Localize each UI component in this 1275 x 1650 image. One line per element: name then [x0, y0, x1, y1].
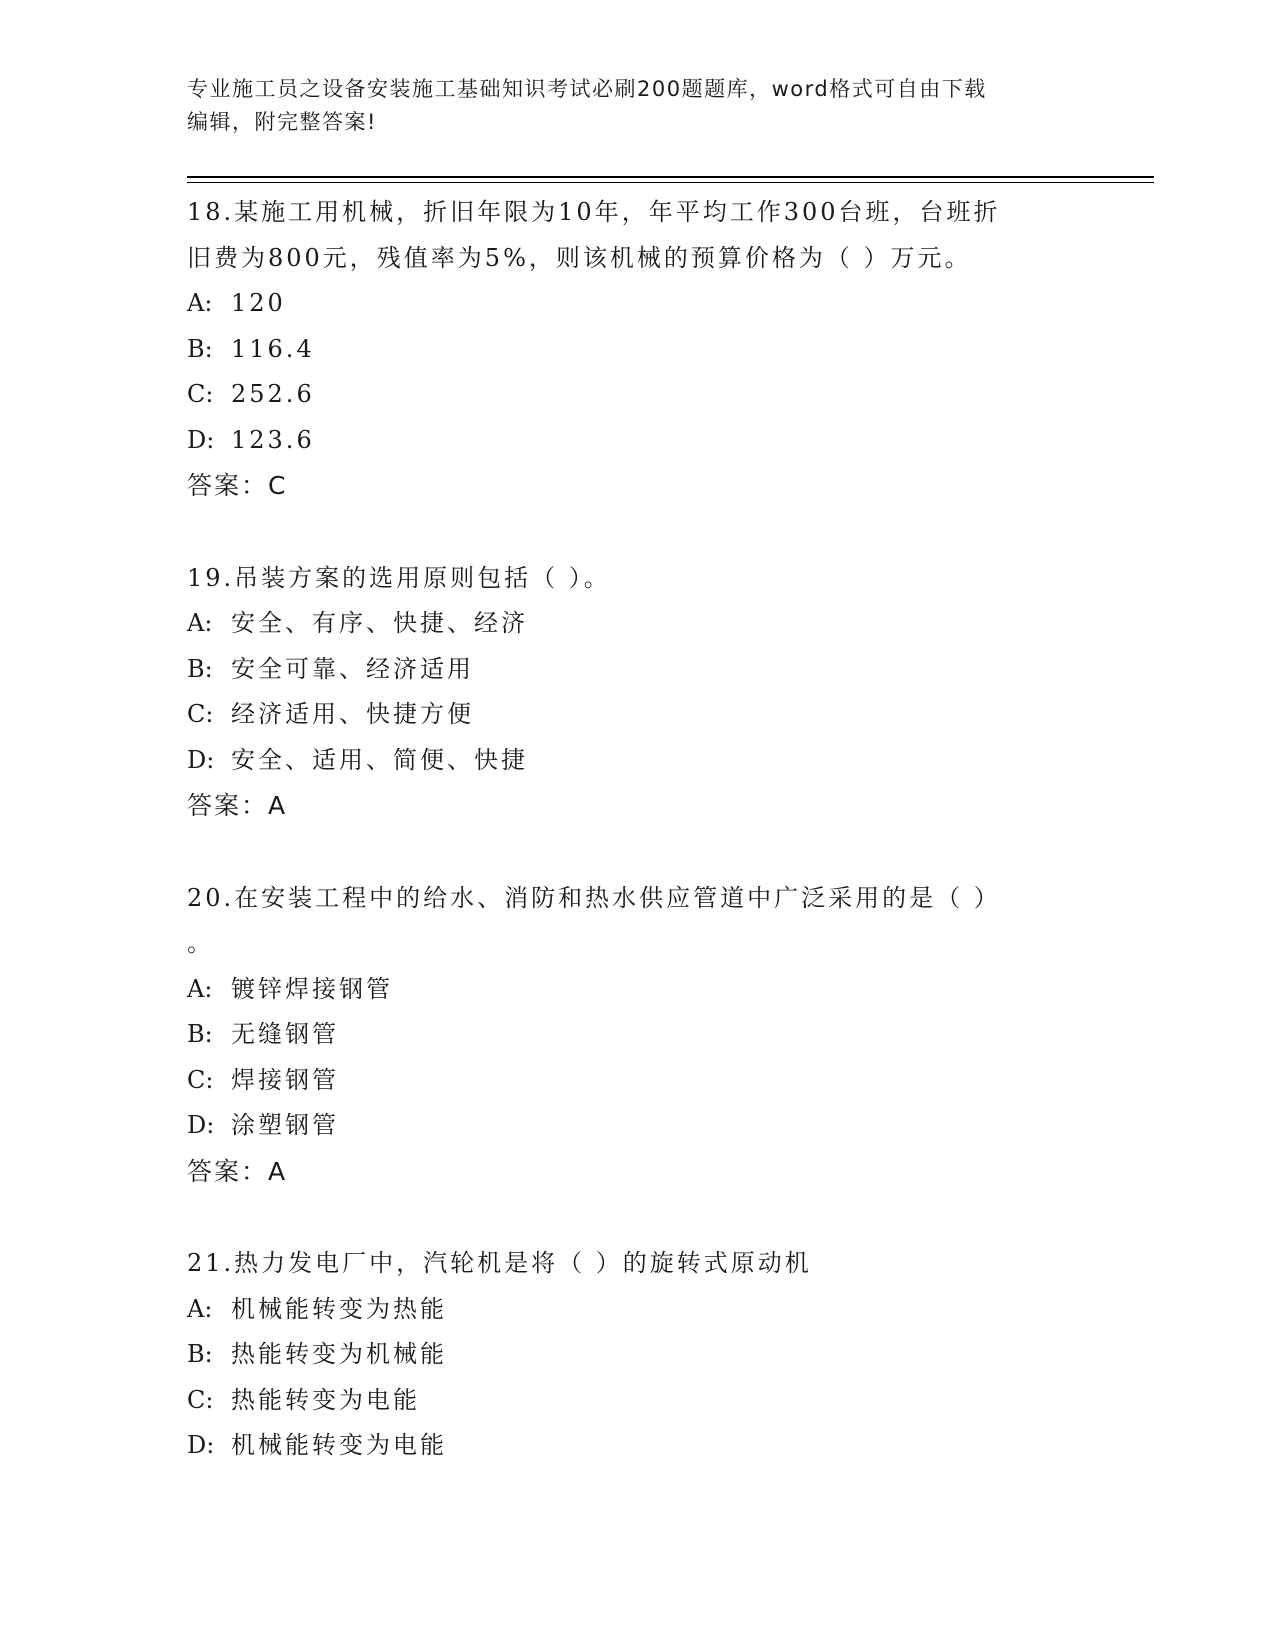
answer-line: 答案：A	[187, 791, 288, 820]
option-letter: B:	[187, 1020, 213, 1048]
answer-line: 答案：C	[187, 471, 288, 500]
option-c	[187, 692, 1067, 738]
option-text: 焊接钢管	[231, 1065, 339, 1094]
option-b	[187, 327, 1067, 373]
document-header	[187, 73, 1067, 139]
option-a	[187, 967, 1067, 1013]
header-divider-thin	[187, 182, 1154, 183]
option-c	[187, 1058, 1067, 1104]
option-letter: C:	[187, 1065, 214, 1094]
question-21	[187, 1241, 1067, 1469]
option-text: 123.6	[231, 425, 315, 454]
option-letter: A:	[187, 974, 213, 1003]
question-list	[187, 190, 1067, 1516]
option-d	[187, 738, 1067, 784]
header-line-2: 编辑，附完整答案!	[187, 110, 377, 134]
question-18	[187, 190, 1067, 509]
option-text: 116.4	[231, 334, 315, 363]
option-d	[187, 1423, 1067, 1469]
option-letter: A:	[187, 1294, 213, 1323]
answer-line: 答案：A	[187, 1156, 288, 1186]
option-text: 120	[231, 289, 286, 317]
option-d	[187, 1103, 1067, 1149]
option-letter: A:	[187, 289, 213, 317]
question-text-line: 21.热力发电厂中，汽轮机是将（ ）的旋转式原动机	[187, 1249, 812, 1277]
option-a	[187, 1287, 1067, 1333]
option-text: 252.6	[231, 380, 315, 408]
option-c	[187, 1378, 1067, 1424]
option-text: 无缝钢管	[231, 1020, 339, 1048]
question-text-line: 18.某施工用机械，折旧年限为10年，年平均工作300台班，台班折	[187, 198, 1001, 226]
option-text: 经济适用、快捷方便	[231, 700, 474, 728]
option-letter: A:	[187, 609, 213, 637]
question-text-line: 旧费为800元，残值率为5%，则该机械的预算价格为（ ）万元。	[187, 243, 972, 272]
option-letter: C:	[187, 1385, 214, 1414]
option-a	[187, 281, 1067, 327]
option-letter: D:	[187, 425, 215, 454]
question-text-line: 19.吊装方案的选用原则包括（ ）。	[187, 563, 611, 592]
option-b	[187, 1012, 1067, 1058]
option-text: 镀锌焊接钢管	[231, 974, 393, 1003]
option-letter: C:	[187, 700, 214, 728]
header-line-1: 专业施工员之设备安装施工基础知识考试必刷200题题库，word格式可自由下载	[187, 77, 987, 101]
option-text: 热能转变为机械能	[231, 1340, 447, 1368]
option-letter: B:	[187, 654, 213, 683]
option-letter: D:	[187, 1111, 215, 1139]
option-text: 热能转变为电能	[231, 1385, 420, 1414]
question-text-line: 。	[187, 929, 214, 957]
option-letter: B:	[187, 334, 213, 363]
question-text-line: 20.在安装工程中的给水、消防和热水供应管道中广泛采用的是（ ）	[187, 883, 1001, 912]
option-b	[187, 647, 1067, 693]
option-text: 涂塑钢管	[231, 1111, 339, 1139]
option-letter: D:	[187, 1431, 215, 1459]
option-text: 机械能转变为热能	[231, 1294, 447, 1323]
option-text: 安全、适用、简便、快捷	[231, 745, 528, 774]
option-text: 安全可靠、经济适用	[231, 654, 474, 683]
option-text: 安全、有序、快捷、经济	[231, 609, 528, 637]
option-c	[187, 372, 1067, 418]
option-a	[187, 601, 1067, 647]
option-text: 机械能转变为电能	[231, 1431, 447, 1459]
option-letter: B:	[187, 1340, 213, 1368]
option-letter: C:	[187, 380, 214, 408]
option-d	[187, 418, 1067, 464]
header-divider-thick	[187, 176, 1154, 178]
option-letter: D:	[187, 745, 215, 774]
question-19	[187, 556, 1067, 829]
question-20	[187, 876, 1067, 1195]
option-b	[187, 1332, 1067, 1378]
